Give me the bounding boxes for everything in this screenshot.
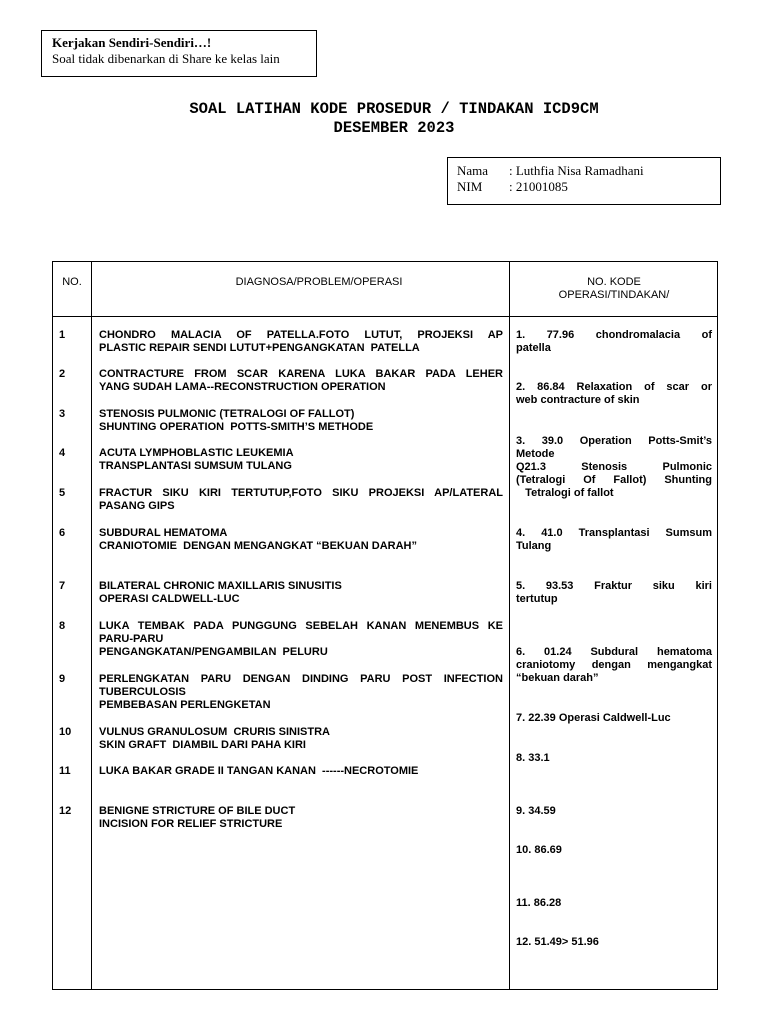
answer-cell [516,329,712,355]
answer-line: 3. 39.0 Operation Potts-Smit’s [516,435,712,447]
answer-line: craniotomy dengan mengangkat [516,659,712,671]
nim-row [457,179,720,195]
answer-cell [516,752,712,765]
diagnosis-line: PASANG GIPS [99,500,175,512]
answer-cell [516,435,712,500]
header-code-line-1: NO. KODE [587,276,641,288]
diagnosis-cell [99,620,503,659]
column-divider [91,262,92,989]
column-divider [509,262,510,989]
diagnosis-line: LUKA BAKAR GRADE II TANGAN KANAN ------NECROTOMIE [99,765,419,777]
name-row [457,163,720,179]
diagnosis-cell [99,726,503,752]
document-subtitle: DESEMBER 2023 [333,119,455,137]
row-number: 4 [59,447,66,459]
answer-line: patella [516,342,551,354]
name-label: Nama [457,163,489,178]
answer-line: (Tetralogi Of Fallot) Shunting [516,474,712,486]
diagnosis-line: PENGANGKATAN/PENGAMBILAN PELURU [99,646,328,658]
diagnosis-line: PEMBEBASAN PERLENGKETAN [99,699,271,711]
header-no: NO. [62,276,82,288]
diagnosis-line: CONTRACTURE FROM SCAR KARENA LUKA BAKAR PADA LEHER [99,368,503,380]
diagnosis-cell [99,580,503,606]
diagnosis-cell [99,487,503,513]
answer-line: Tetralogi of fallot [516,487,614,499]
answer-cell [516,646,712,685]
diagnosis-cell [99,805,503,831]
answer-line: 1. 77.96 chondromalacia of [516,329,712,341]
answer-cell [516,381,712,407]
diagnosis-cell [99,673,503,712]
row-number: 6 [59,527,66,539]
diagnosis-line: VULNUS GRANULOSUM CRURIS SINISTRA [99,726,331,738]
row-number: 8 [59,620,66,632]
diagnosis-line: STENOSIS PULMONIC (TETRALOGI OF FALLOT) [99,408,355,420]
header-divider [53,316,717,317]
row-number: 3 [59,408,66,420]
diagnosis-line: BILATERAL CHRONIC MAXILLARIS SINUSITIS [99,580,342,592]
diagnosis-cell [99,765,503,778]
diagnosis-line: ACUTA LYMPHOBLASTIC LEUKEMIA [99,447,294,459]
answer-line: 6. 01.24 Subdural hematoma [516,646,712,658]
diagnosis-line: CHONDRO MALACIA OF PATELLA.FOTO LUTUT, PROJEKSI AP [99,329,503,341]
diagnosis-cell [99,527,503,553]
answer-line: Tulang [516,540,552,552]
row-number: 5 [59,487,66,499]
diagnosis-cell [99,408,503,434]
identity-box [447,157,721,205]
answer-cell [516,897,712,910]
answer-line: 8. 33.1 [516,752,550,764]
header-diagnosa: DIAGNOSA/PROBLEM/OPERASI [235,276,403,288]
answer-line: 10. 86.69 [516,844,562,856]
answer-line: 12. 51.49> 51.96 [516,936,599,948]
document-title: SOAL LATIHAN KODE PROSEDUR / TINDAKAN ICD9CM [189,100,599,118]
answer-line: 2. 86.84 Relaxation of scar or [516,381,712,393]
answer-line: Metode [516,448,555,460]
answer-cell [516,805,712,818]
answer-cell [516,936,712,949]
header-code [509,276,719,302]
row-number: 1 [59,329,66,341]
diagnosis-cell [99,447,503,473]
diagnosis-line: FRACTUR SIKU KIRI TERTUTUP,FOTO SIKU PROJEKSI AP/LATERAL [99,487,503,499]
diagnosis-line: CRANIOTOMIE DENGAN MENGANGKAT “BEKUAN DARAH” [99,540,417,552]
answer-table [52,261,718,990]
diagnosis-line: TRANSPLANTASI SUMSUM TULANG [99,460,292,472]
diagnosis-cell [99,368,503,394]
diagnosis-line: TUBERCULOSIS [99,686,186,698]
diagnosis-cell [99,329,503,355]
diagnosis-line: SHUNTING OPERATION POTTS-SMITH’S METHODE [99,421,374,433]
answer-line: 11. 86.28 [516,897,562,909]
notice-line-1: Kerjakan Sendiri-Sendiri…! [52,35,212,50]
answer-line: 4. 41.0 Transplantasi Sumsum [516,527,712,539]
nim-value: : 21001085 [509,179,568,194]
header-code-line-2: OPERASI/TINDAKAN/ [558,289,670,301]
diagnosis-line: INCISION FOR RELIEF STRICTURE [99,818,283,830]
row-number: 2 [59,368,66,380]
answer-cell [516,844,712,857]
notice-box [41,30,317,77]
diagnosis-line: SKIN GRAFT DIAMBIL DARI PAHA KIRI [99,739,306,751]
answer-line: Q21.3 Stenosis Pulmonic [516,461,712,473]
answer-cell [516,527,712,553]
row-number: 10 [59,726,72,738]
diagnosis-line: PLASTIC REPAIR SENDI LUTUT+PENGANGKATAN PATELLA [99,342,420,354]
answer-cell [516,580,712,606]
diagnosis-line: OPERASI CALDWELL-LUC [99,593,240,605]
diagnosis-line: LUKA TEMBAK PADA PUNGGUNG SEBELAH KANAN MENEMBUS KE [99,620,503,632]
answer-line: 5. 93.53 Fraktur siku kiri [516,580,712,592]
answer-line: 9. 34.59 [516,805,556,817]
diagnosis-line: PARU-PARU [99,633,164,645]
answer-line: “bekuan darah” [516,672,599,684]
answer-line: tertutup [516,593,558,605]
diagnosis-line: YANG SUDAH LAMA--RECONSTRUCTION OPERATION [99,381,386,393]
answer-line: 7. 22.39 Operasi Caldwell-Luc [516,712,671,724]
diagnosis-line: SUBDURAL HEMATOMA [99,527,228,539]
notice-line-2: Soal tidak dibenarkan di Share ke kelas lain [52,51,280,66]
nim-label: NIM [457,179,483,194]
diagnosis-line: PERLENGKATAN PARU DENGAN DINDING PARU POST INFECTION [99,673,503,685]
row-number: 12 [59,805,72,817]
row-number: 7 [59,580,66,592]
row-number: 11 [59,765,71,777]
name-value: : Luthfia Nisa Ramadhani [509,163,644,178]
answer-line: web contracture of skin [516,394,640,406]
answer-cell [516,712,712,725]
row-number: 9 [59,673,66,685]
diagnosis-line: BENIGNE STRICTURE OF BILE DUCT [99,805,296,817]
